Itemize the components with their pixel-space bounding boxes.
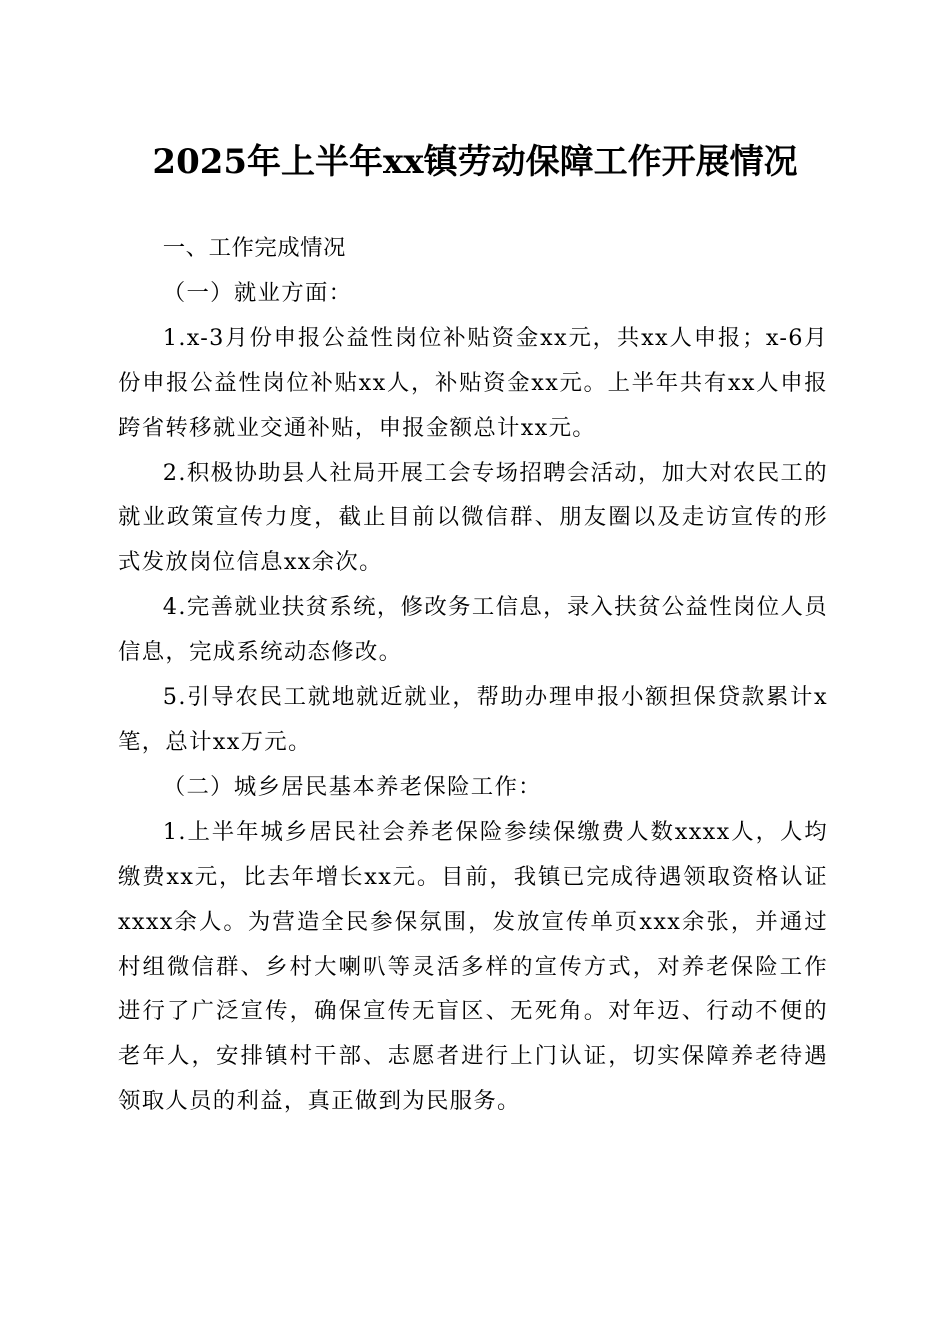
document-body (118, 226, 828, 1124)
document-title: 2025年上半年xx镇劳动保障工作开展情况 (152, 142, 798, 182)
paragraph: 1.上半年城乡居民社会养老保险参续保缴费人数xxxx人，人均缴费xx元，比去年增长xx元。目前，我镇已完成待遇领取资格认证xxxx余人。为营造全民参保氛围，发放宣传单页xxx余张，并通过村组微信群、乡村大喇叭等灵活多样的宣传方式，对养老保险工作进行了广泛宣传，确保宣传无盲区、无死角。对年迈、行动不便的老年人，安排镇村干部、志愿者进行上门认证，切实保障养老待遇领取人员的利益，真正做到为民服务。 (118, 818, 828, 1115)
paragraph: 4.完善就业扶贫系统，修改务工信息，录入扶贫公益性岗位人员信息，完成系统动态修改。 (118, 594, 828, 666)
subsection-heading: （二）城乡居民基本养老保险工作： (162, 773, 542, 800)
paragraph: 5.引导农民工就地就近就业，帮助办理申报小额担保贷款累计x笔，总计xx万元。 (118, 684, 828, 755)
section-heading: 一、工作完成情况 (162, 235, 346, 261)
paragraph: 2.积极协助县人社局开展工会专场招聘会活动，加大对农民工的就业政策宣传力度，截止目前以微信群、朋友圈以及走访宣传的形式发放岗位信息xx余次。 (118, 459, 828, 576)
paragraph: 1.x-3月份申报公益性岗位补贴资金xx元，共xx人申报；x-6月份申报公益性岗位补贴xx人，补贴资金xx元。上半年共有xx人申报跨省转移就业交通补贴，申报金额总计xx元。 (118, 324, 828, 441)
subsection-heading: （一）就业方面： (162, 279, 353, 306)
